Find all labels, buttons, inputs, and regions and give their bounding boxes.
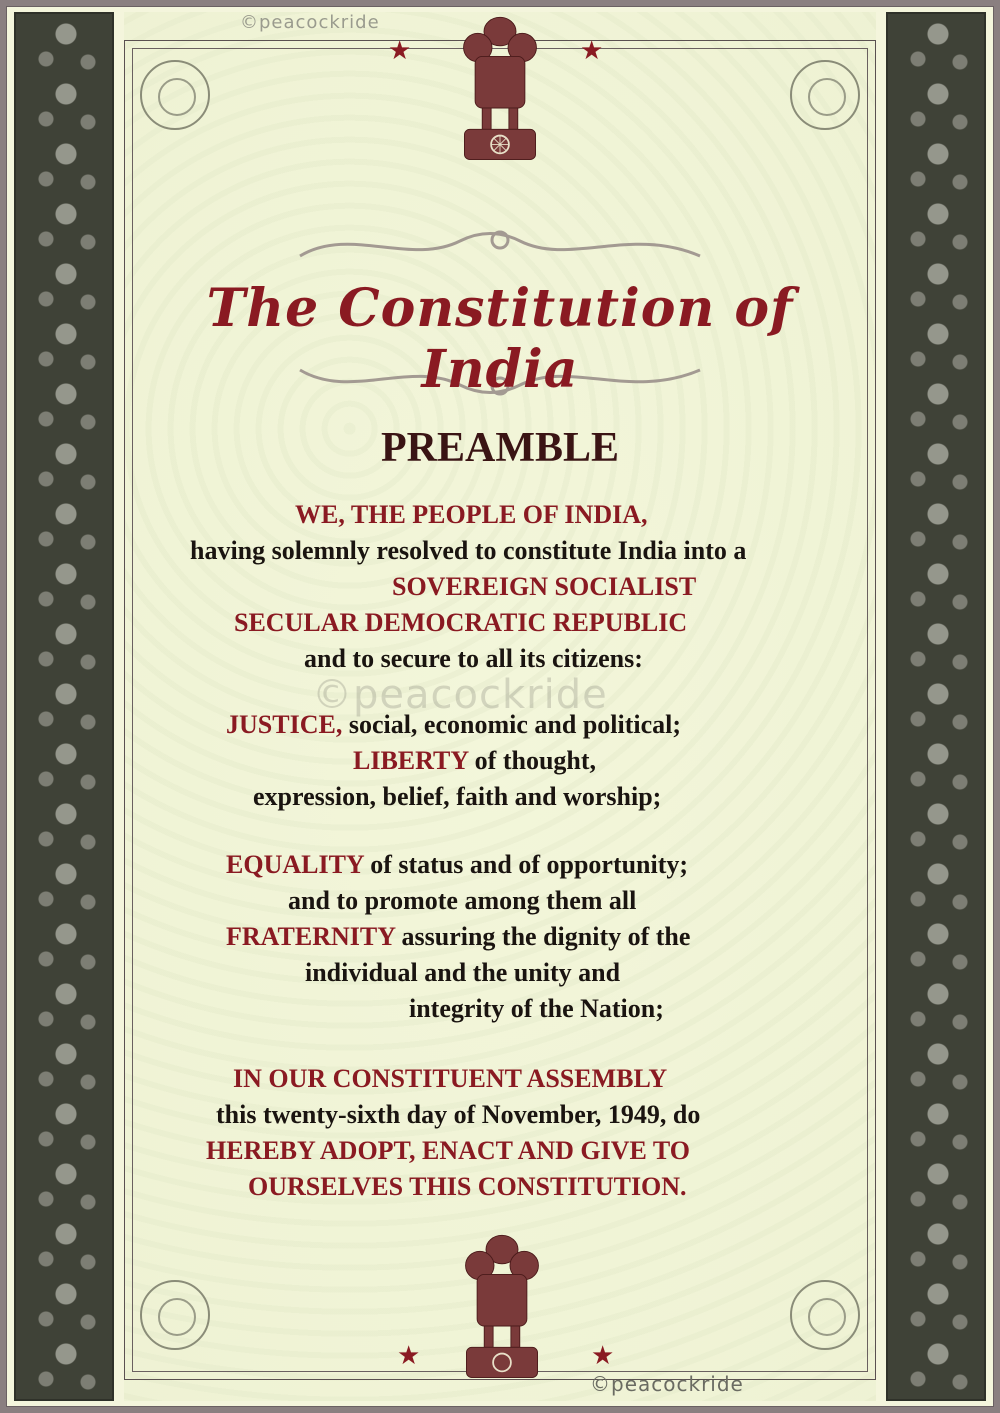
preamble-line (305, 958, 620, 988)
star-icon: ★ (397, 1341, 421, 1370)
scroll-ornament-top (290, 226, 710, 266)
star-icon: ★ (388, 36, 412, 65)
text-phrase: of status and of opportunity; (363, 850, 689, 879)
document-title: The Constitution of India (206, 278, 794, 400)
left-floral-band (14, 12, 114, 1401)
text-phrase: individual and the unity and (305, 958, 621, 987)
preamble-line (206, 1136, 690, 1166)
highlighted-phrase: LIBERTY (353, 746, 469, 775)
highlighted-phrase: WE, THE PEOPLE OF INDIA, (295, 500, 648, 529)
floral-ornament-icon (790, 60, 860, 130)
preamble-line (253, 782, 661, 812)
preamble-line (226, 710, 681, 740)
highlighted-phrase: EQUALITY (226, 850, 364, 879)
preamble-line (409, 994, 664, 1024)
highlighted-phrase: FRATERNITY (226, 922, 396, 951)
preamble-line (304, 644, 643, 674)
text-phrase: social, economic and political; (342, 710, 682, 739)
preamble-line (234, 608, 687, 638)
preamble-line (288, 886, 636, 916)
floral-ornament-icon (790, 1280, 860, 1350)
text-phrase: expression, belief, faith and worship; (253, 782, 662, 811)
text-phrase: and to secure to all its citizens: (304, 644, 643, 673)
preamble-line (248, 1172, 687, 1202)
text-phrase: assuring the dignity of the (395, 922, 691, 951)
preamble-heading: PREAMBLE (380, 425, 619, 471)
highlighted-phrase: IN OUR CONSTITUENT ASSEMBLY (233, 1064, 668, 1093)
text-phrase: having solemnly resolved to constitute India into a (190, 536, 747, 565)
text-phrase: of thought, (468, 746, 597, 775)
floral-ornament-icon (140, 60, 210, 130)
right-floral-band (886, 12, 986, 1401)
watermark-top: ©peacockride (240, 12, 380, 33)
star-icon: ★ (580, 36, 604, 65)
watermark-center: ©peacockride (312, 672, 608, 718)
text-phrase: this twenty-sixth day of November, 1949, do (216, 1100, 701, 1129)
watermark-bottom: ©peacockride (590, 1372, 744, 1396)
highlighted-phrase: SOVEREIGN SOCIALIST (392, 572, 697, 601)
preamble-line (190, 536, 746, 566)
preamble-line (353, 746, 596, 776)
star-icon: ★ (591, 1341, 615, 1370)
highlighted-phrase: HEREBY ADOPT, ENACT AND GIVE TO (206, 1136, 690, 1165)
preamble-line (233, 1064, 667, 1094)
highlighted-phrase: JUSTICE, (226, 710, 343, 739)
preamble-line (226, 850, 688, 880)
preamble-line (295, 500, 648, 530)
preamble-line (226, 922, 690, 952)
ashoka-emblem-icon (450, 12, 550, 172)
floral-ornament-icon (140, 1280, 210, 1350)
ashoka-emblem-icon (452, 1230, 552, 1390)
text-phrase: and to promote among them all (288, 886, 637, 915)
preamble-line (216, 1100, 700, 1130)
preamble-line (392, 572, 696, 602)
text-phrase: integrity of the Nation; (409, 994, 664, 1023)
highlighted-phrase: OURSELVES THIS CONSTITUTION. (248, 1172, 687, 1201)
highlighted-phrase: SECULAR DEMOCRATIC REPUBLIC (234, 608, 688, 637)
